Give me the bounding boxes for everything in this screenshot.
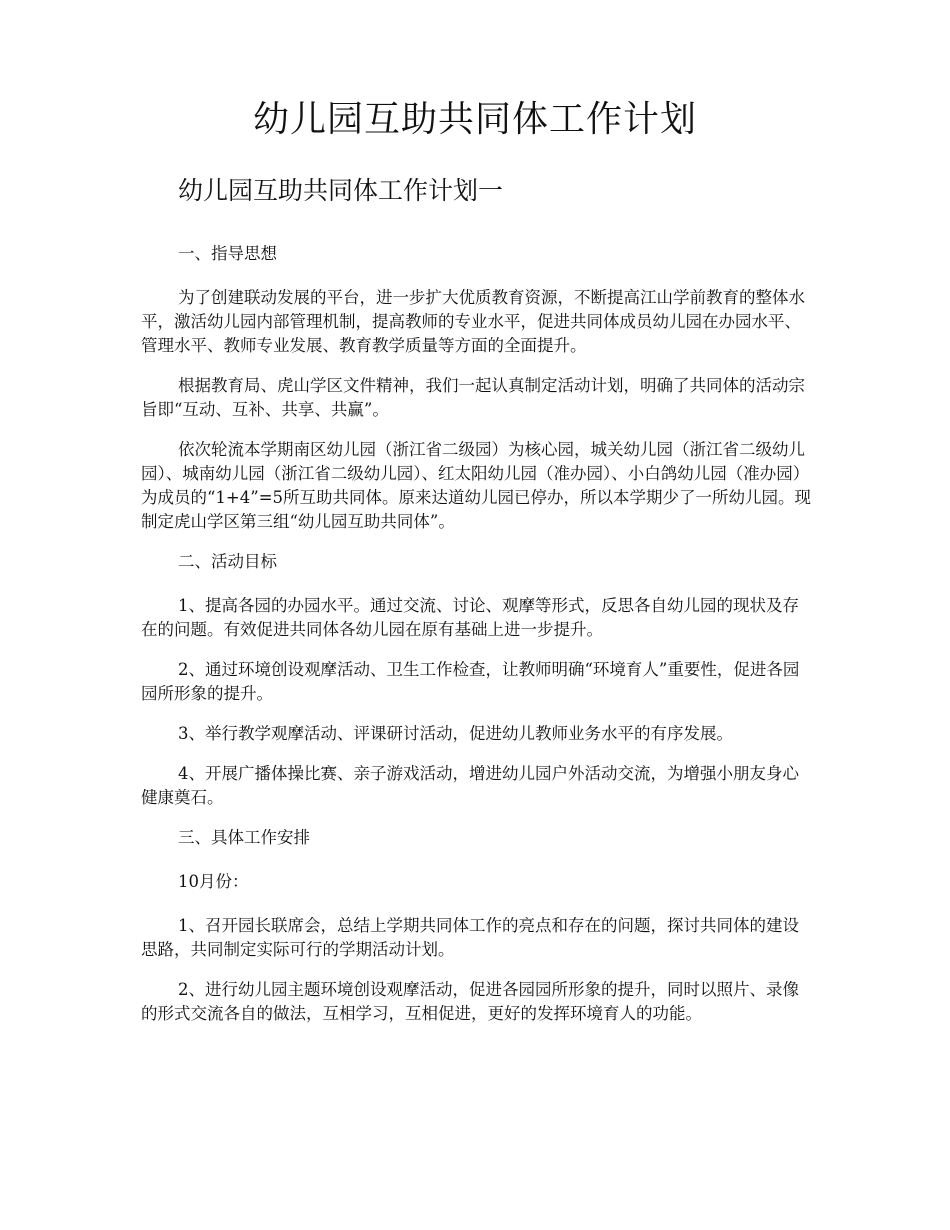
document-title: 幼儿园互助共同体工作计划 xyxy=(252,99,697,140)
paragraph: 1、召开园长联席会，总结上学期共同体工作的亮点和存在的问题，探讨共同体的建设思路，共同制定实际可行的学期活动计划。 xyxy=(141,916,799,959)
paragraph: 2、通过环境创设观摩活动、卫生工作检查，让教师明确“环境育人”重要性，促进各园园所形象的提升。 xyxy=(141,660,800,703)
paragraph: 根据教育局、虎山学区文件精神，我们一起认真制定活动计划，明确了共同体的活动宗旨即“互动、互补、共享、共赢”。 xyxy=(141,376,805,419)
section-title: 幼儿园互助共同体工作计划一 xyxy=(178,176,504,205)
month-label: 10月份： xyxy=(178,872,249,891)
paragraph: 2、进行幼儿园主题环境创设观摩活动，促进各园园所形象的提升，同时以照片、录像的形式交流各自的做法，互相学习，互相促进，更好的发挥环境育人的功能。 xyxy=(141,980,799,1023)
heading-activity-goals: 二、活动目标 xyxy=(178,552,277,571)
paragraph: 4、开展广播体操比赛、亲子游戏活动，增进幼儿园户外活动交流，为增强小朋友身心健康奠石。 xyxy=(141,764,799,807)
document-body xyxy=(141,242,815,1042)
paragraph: 1、提高各园的办园水平。通过交流、讨论、观摩等形式，反思各自幼儿园的现状及存在的问题。有效促进共同体各幼儿园在原有基础上进一步提升。 xyxy=(141,596,799,639)
paragraph: 为了创建联动发展的平台，进一步扩大优质教育资源，不断提高江山学前教育的整体水平，激活幼儿园内部管理机制，提高教师的专业水平，促进共同体成员幼儿园在办园水平、管理水平、教师专业发展、教育教学质量等方面的全面提升。 xyxy=(141,288,805,355)
heading-guiding-ideology: 一、指导思想 xyxy=(178,244,277,263)
paragraph: 3、举行教学观摩活动、评课研讨活动，促进幼儿教师业务水平的有序发展。 xyxy=(178,724,733,743)
paragraph: 依次轮流本学期南区幼儿园（浙江省二级园）为核心园，城关幼儿园（浙江省二级幼儿园）、城南幼儿园（浙江省二级幼儿园）、红太阳幼儿园（准办园）、小白鸽幼儿园（准办园）为成员的“1+4”=5所互助共同体。原来达道幼儿园已停办，所以本学期少了一所幼儿园。现制定虎山学区第三组“幼儿园互助共同体”。 xyxy=(141,440,812,531)
heading-work-arrangement: 三、具体工作安排 xyxy=(178,828,310,847)
